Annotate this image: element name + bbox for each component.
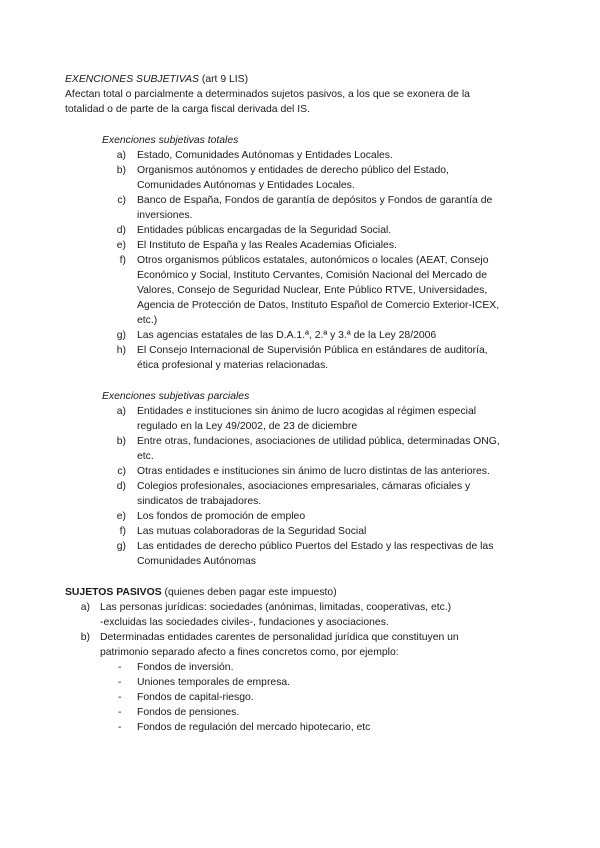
list-label: f) <box>119 255 126 266</box>
list-label: b) <box>80 632 90 643</box>
list-item-text: Fondos de capital-riesgo. <box>137 692 254 703</box>
list-item-text: El Instituto de España y las Reales Academias Oficiales. <box>137 240 397 251</box>
list-item-text: Los fondos de promoción de empleo <box>137 511 306 522</box>
list-item-text: Colegios profesionales, asociaciones empresariales, cámaras oficiales y <box>137 481 471 492</box>
list-label: h) <box>116 345 126 356</box>
list-label: e) <box>116 511 126 522</box>
list-item-text: Entidades públicas encargadas de la Seguridad Social. <box>137 225 392 236</box>
list-item-text: Comunidades Autónomas y Entidades Locales. <box>137 180 355 191</box>
dash-marker: - <box>118 722 122 733</box>
dash-marker: - <box>118 692 122 703</box>
list-label: c) <box>117 466 126 477</box>
list-item-text: Organismos autónomos y entidades de derecho público del Estado, <box>137 165 449 176</box>
list-label: f) <box>119 526 126 537</box>
dash-marker: - <box>118 707 122 718</box>
list-item-text: Banco de España, Fondos de garantía de depósitos y Fondos de garantía de <box>137 195 493 206</box>
list-label: d) <box>116 225 126 236</box>
list-item-text: Uniones temporales de empresa. <box>137 677 291 688</box>
sujetos-heading <box>65 585 337 600</box>
list-item-text: Fondos de inversión. <box>137 662 234 673</box>
dash-marker: - <box>118 662 122 673</box>
list-label: e) <box>116 240 126 251</box>
list-item-text: Otras entidades e instituciones sin ánimo de lucro distintas de las anteriores. <box>137 466 490 477</box>
list-item-text: Agencia de Protección de Datos, Instituto Español de Comercio Exterior-ICEX, <box>137 300 500 311</box>
list-item-text: Económico y Social, Instituto Cervantes, Comisión Nacional del Mercado de <box>137 270 487 281</box>
list-label: a) <box>80 602 90 613</box>
list-label: b) <box>116 165 126 176</box>
list-item-text: Las personas jurídicas: sociedades (anónimas, limitadas, cooperativas, etc.) <box>100 602 452 613</box>
list-item-text: Fondos de pensiones. <box>137 707 240 718</box>
list-item-text: inversiones. <box>137 210 193 221</box>
list-item-text: El Consejo Internacional de Supervisión Pública en estándares de auditoría, <box>137 345 488 356</box>
list-label: g) <box>116 330 126 341</box>
list-item-text: Estado, Comunidades Autónomas y Entidades Locales. <box>137 150 393 161</box>
list-item-text: Las agencias estatales de las D.A.1.ª, 2.ª y 3.ª de la Ley 28/2006 <box>137 330 437 341</box>
exenciones-intro-line: Afectan total o parcialmente a determinados sujetos pasivos, a los que se exonera de la <box>65 89 470 100</box>
list-item-text: Fondos de regulación del mercado hipotecario, etc <box>137 722 371 733</box>
list-item-text: Entidades e instituciones sin ánimo de lucro acogidas al régimen especial <box>137 406 477 417</box>
dash-marker: - <box>118 677 122 688</box>
list-label: a) <box>116 150 126 161</box>
list-item-text: Las entidades de derecho público Puertos del Estado y las respectivas de las <box>137 541 494 552</box>
exenciones-title-ref: (art 9 LIS) <box>201 74 249 85</box>
totales-heading: Exenciones subjetivas totales <box>102 135 239 146</box>
list-label: b) <box>116 436 126 447</box>
list-label: a) <box>116 406 126 417</box>
list-label: c) <box>117 195 126 206</box>
exenciones-heading <box>65 72 248 87</box>
sujetos-title: SUJETOS PASIVOS <box>65 587 162 598</box>
list-item-text: Valores, Consejo de Seguridad Nuclear, Ente Público RTVE, Universidades, <box>137 285 488 296</box>
list-item-text: regulado en la Ley 49/2002, de 23 de diciembre <box>137 421 358 432</box>
list-item-text: ética profesional y materias relacionadas. <box>137 360 329 371</box>
list-item-text: Las mutuas colaboradoras de la Seguridad Social <box>137 526 367 537</box>
parciales-heading: Exenciones subjetivas parciales <box>102 391 250 402</box>
list-item-text: sindicatos de trabajadores. <box>137 496 262 507</box>
list-item-text: Comunidades Autónomas <box>137 556 256 567</box>
list-item-text: Determinadas entidades carentes de personalidad jurídica que constituyen un <box>100 632 459 643</box>
list-item-text: -excluidas las sociedades civiles-, fundaciones y asociaciones. <box>100 617 389 628</box>
sujetos-title-note: (quienes deben pagar este impuesto) <box>164 587 337 598</box>
list-item-text: etc. <box>137 451 154 462</box>
list-item-text: patrimonio separado afecto a fines concretos como, por ejemplo: <box>100 647 399 658</box>
list-label: g) <box>116 541 126 552</box>
list-label: d) <box>116 481 126 492</box>
list-item-text: etc.) <box>137 315 158 326</box>
exenciones-title: EXENCIONES SUBJETIVAS <box>65 74 199 85</box>
exenciones-intro-line: totalidad o de parte de la carga fiscal derivada del IS. <box>65 104 310 115</box>
list-item-text: Entre otras, fundaciones, asociaciones de utilidad pública, determinadas ONG, <box>137 436 500 447</box>
list-item-text: Otros organismos públicos estatales, autonómicos o locales (AEAT, Consejo <box>137 255 489 266</box>
